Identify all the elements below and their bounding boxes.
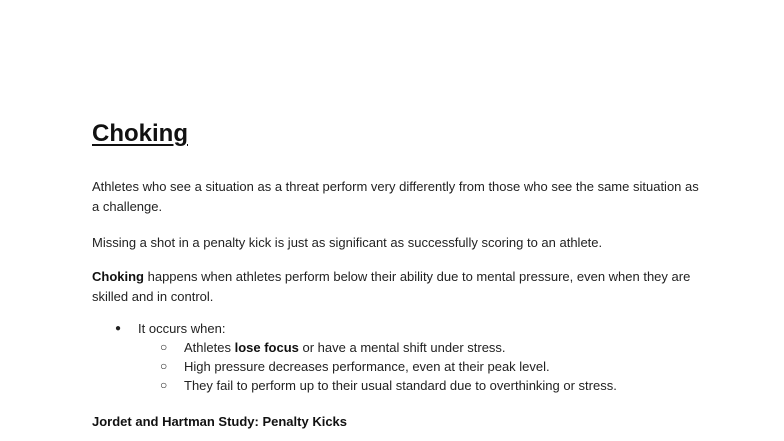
sub-item-text-pre: Athletes	[184, 340, 235, 355]
paragraph-choking-definition	[92, 267, 702, 306]
sub-list	[138, 338, 712, 395]
sub-item-text-pre: High pressure decreases performance, even at their peak level.	[184, 359, 550, 374]
sub-item-text-post: or have a mental shift under stress.	[298, 340, 506, 355]
sub-item-text-pre: They fail to perform up to their usual standard due to overthinking or stress.	[184, 378, 617, 393]
list-lead-text: It occurs when:	[138, 321, 226, 336]
sub-list-item	[138, 357, 712, 376]
bullet-list	[92, 319, 712, 395]
sub-list-item	[138, 376, 712, 395]
bullet-dot-icon: ●	[115, 323, 122, 334]
sub-item-text-bold: lose focus	[234, 340, 299, 355]
bold-term-choking: Choking	[92, 269, 144, 284]
hollow-circle-bullet-icon: ○	[160, 340, 168, 354]
section-subheading: Jordet and Hartman Study: Penalty Kicks	[92, 414, 348, 429]
page-title: Choking	[92, 120, 188, 147]
hollow-circle-bullet-icon: ○	[160, 378, 168, 392]
paragraph-threat-vs-challenge: Athletes who see a situation as a threat perform very differently from those who see the same situation as a challenge.	[92, 179, 699, 214]
sub-list-item	[138, 338, 712, 357]
paragraph-penalty-kick: Missing a shot in a penalty kick is just as significant as successfully scoring to an athlete.	[92, 235, 603, 250]
hollow-circle-bullet-icon: ○	[160, 359, 168, 373]
list-item	[92, 319, 712, 395]
choking-definition-text: happens when athletes perform below their ability due to mental pressure, even when they are skilled and in control.	[92, 269, 691, 304]
